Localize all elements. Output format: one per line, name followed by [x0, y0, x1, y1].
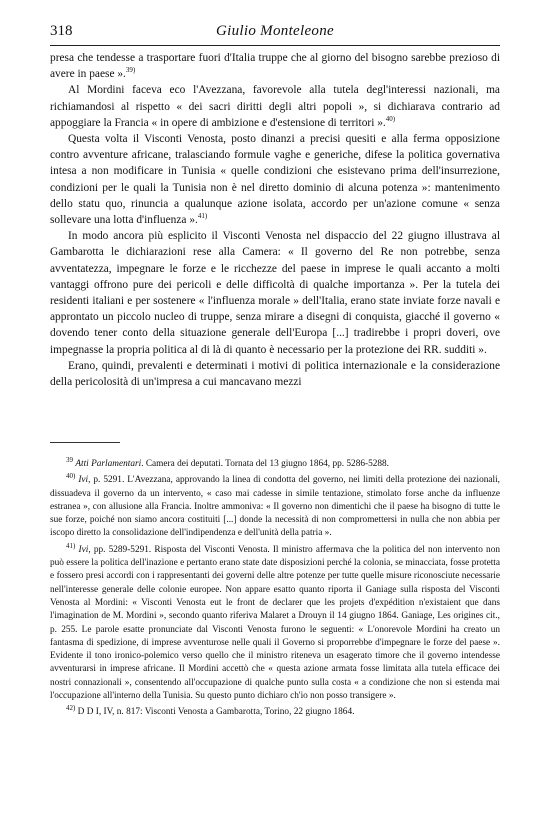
paragraph: Erano, quindi, prevalenti e determinati i motivi di politica internazionale e la considerazione della pericolosità di un'impresa a cui mancavano mezzi	[50, 359, 500, 389]
running-head: Giulio Monteleone	[216, 23, 334, 39]
paragraph: presa che tendesse a trasportare fuori d'Italia truppe che al giorno del bisogno sarebbe prezioso di avere in paese ».$^{39)}$	[50, 52, 500, 81]
footnote-separator	[50, 442, 120, 443]
page-number: 318	[50, 23, 73, 39]
paragraph: In modo ancora più esplicito il Visconti Venosta nel dispaccio del 22 giugno illustrava al Gambarotta le dichiarazioni rese alla Camera: « Il governo del Re non potrebbe, senza avventatezza, impegnare le forze e le ricchezze del paese in imprese le quali accanto a molti vantaggi offrono pure dei pericoli e delle difficoltà di qualche importanza ». Per la tutela dei residenti italiani e per sostenere « l'influenza morale » dell'Italia, erano state inviate forze navali e approntato un piccolo nucleo di truppe, senza mirare a disegni di conquista, giacché il governo « dovendo tener conto della situazione generale dell'Europa [...] tradirebbe i propri doveri, ove impegnasse la propria politica al di là di quanto è necessario per la protezione dei RR. sudditi ».	[50, 230, 500, 356]
footnote: $^{39}$ Atti Parlamentari. Camera dei deputati. Tornata del 13 giugno 1864, pp. 5286-5288.	[66, 455, 390, 469]
footnote: $^{40)}$ Ivi, p. 5291. L'Avezzana, approvando la linea di condotta del governo, nei limiti della protezione dei nazionali, dissuadeva il governo da un intervento, « caso mai cadesse in simile tentazione, stimolato forse anche da influenze estranea », con allusione alla Francia. Inoltre ammoniva: « Il governo non dimentichi che il paese ha bisogno di tutte le sue forze, poiché non siamo ancora costituiti [...] donde la necessità di non compromettersi in nulla che non abbia per iscopo diretto la consolidazione dell'indipendenza e dell'unità della patria ».	[50, 472, 500, 539]
footnote-marker: 41)	[197, 212, 208, 221]
footnote-marker: 40)	[385, 115, 396, 124]
page-header	[50, 23, 500, 46]
paragraph: Questa volta il Visconti Venosta, posto dinanzi a precisi quesiti e alla ferma opposizione contro avventure africane, tralasciando formule vaghe e generiche, difese la politica governativa intesa a non modificare in Tunisia « quelle condizioni che esistevano prima dell'insurrezione, condizioni per le quali la Tunisia non è nel diretto dominio di alcuna potenza »: mantenimento dello statu quo, rinuncia a qualunque azione isolata, accordo per un'azione comune « senza sollevare una lotta d'influenza ».$^{41)}$	[50, 133, 500, 227]
footnotes	[50, 455, 500, 723]
footnote: $^{42)}$ D D I, IV, n. 817: Visconti Venosta a Gambarotta, Torino, 22 giugno 1864.	[66, 704, 355, 718]
footnote: $^{41)}$ Ivi, pp. 5289-5291. Risposta del Visconti Venosta. Il ministro affermava che la politica del non intervento non può essere la politica dell'inazione e pertanto erano state date disposizioni perché la colonia, se minacciata, fosse protetta e fossero presi accordi con i rappresentanti dei governi delle altre potenze per tutte quelle misure riconosciute necessarie nell'interesse generale delle colonie europee. Non appare esatto quanto riporta il Ganiage sulla risposta del Visconti Venosta al Mordini: « Visconti Venosta eut le front de declarer que les projets d'expédition n'existaient que dans l'imagination de M. Mordini », secondo quanto riferiva Malaret a Drouyn il 14 giugno 1864. Ganiage, Les origines cit., p. 255. Le parole esatte pronunciate dal Visconti Venosta furono le seguenti: « L'onorevole Mordini ha creato un fantasma di spedizione, di imprese avventurose nelle quali il Governo si proporrebbe d'impegnare le forze del paese ». Evidente il tono ironico-polemico verso quello che il ministro riteneva un esagerato timore che il governo intendesse avventurarsi in imprese africane. Il Mordini accettò che « questa azione armata fosse limitata alla tutela efficace dei nostri connazionali », consentendo all'occupazione di qualche punto sulla costa « a condizione che non si estenda mai l'occupazione all'interno della Tunisia. Su questo punto dichiaro ch'io non posso transigere ».	[50, 541, 500, 702]
footnote-marker: 39)	[125, 66, 136, 75]
body-text	[50, 50, 500, 390]
paragraph: Al Mordini faceva eco l'Avezzana, favorevole alla tutela degl'interessi nazionali, ma richiamandosi al rispetto « dei sacri diritti degli altri popoli », si dichiarava contrario ad appoggiare la Francia « in opere di ambizione e d'estensione di territori ».$^{40)}$	[50, 84, 500, 129]
